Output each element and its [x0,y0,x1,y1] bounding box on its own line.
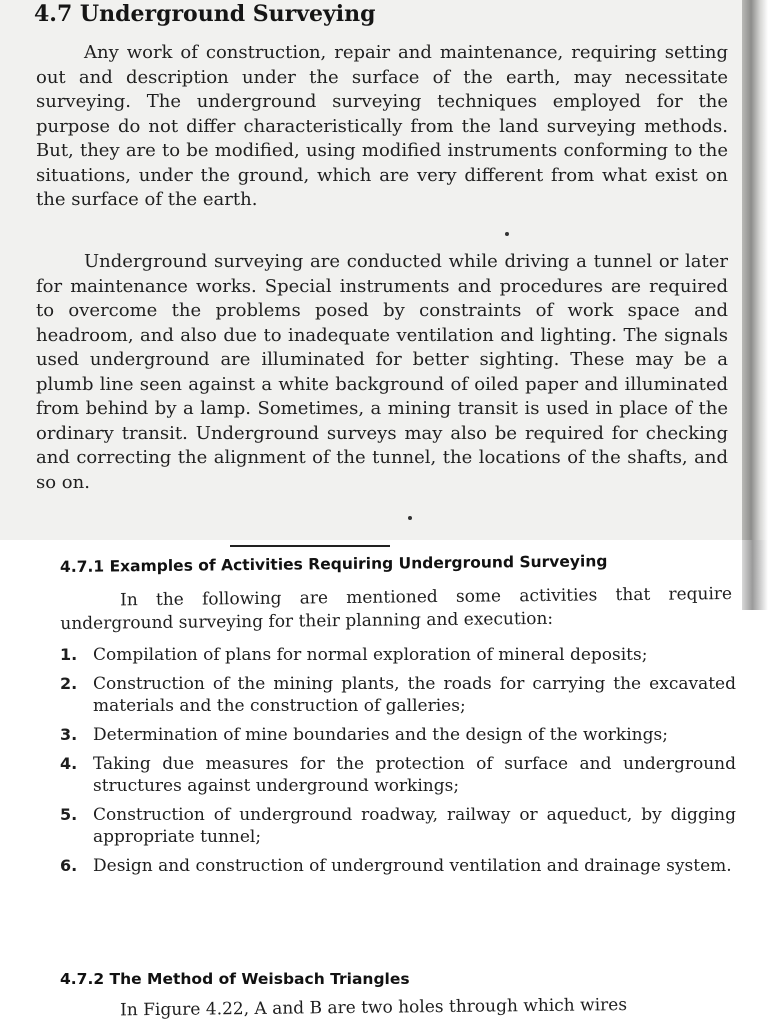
divider-rule [230,545,390,547]
list-item [60,724,736,746]
subsection-1-intro: In the following are mentioned some activities that require underground surveying for their planning and execution: [60,583,733,634]
lower-page [0,540,768,1024]
list-item-number: 2. [60,674,78,693]
subsection-2-intro: In Figure 4.22, A and B are two holes through which wires [120,995,628,1021]
list-item [60,855,736,877]
list-item [60,753,736,797]
print-speck [505,232,509,236]
section-paragraph-2: Underground surveying are conducted while driving a tunnel or later for maintenance works. Special instruments and procedures are required to overcome the problems posed by constraints of work space and headroom, and also due to inadequate ventilation and lighting. The signals used underground are illuminated for better sighting. These may be a plumb line seen against a white background of oiled paper and illuminated from behind by a lamp. Sometimes, a mining transit is used in place of the ordinary transit. Underground surveys may also be required for checking and correcting the alignment of the tunnel, the locations of the shafts, and so on. [36,251,728,493]
list-item-number: 4. [60,754,78,773]
list-item [60,644,736,666]
subsection-1-title: 4.7.1 Examples of Activities Requiring Underground Surveying [59,552,608,576]
list-item-text: Compilation of plans for normal exploration of mineral deposits; [93,645,648,665]
list-item-text: Determination of mine boundaries and the design of the workings; [93,725,668,745]
list-item-number: 5. [60,805,78,824]
book-spine-shadow [742,0,768,540]
list-item-text: Design and construction of underground ventilation and drainage system. [93,856,732,876]
list-item-number: 1. [60,645,78,664]
section-title: 4.7 Underground Surveying [34,1,376,27]
list-item-text: Construction of the mining plants, the roads for carrying the excavated materials and the construction of galleries; [93,674,736,716]
section-paragraph-1: Any work of construction, repair and maintenance, requiring setting out and description under the surface of the earth, may necessitate surveying. The underground surveying techniques employed for the purpose do not differ characteristically from the land surveying methods. But, they are to be modified, using modified instruments conforming to the situations, under the ground, which are very different from what exist on the surface of the earth. [36,42,728,210]
activities-list [60,644,736,884]
list-item [60,804,736,848]
print-speck [408,516,412,520]
list-item-text: Construction of underground roadway, railway or aqueduct, by digging appropriate tunnel; [93,805,736,847]
subsection-2-title: 4.7.2 The Method of Weisbach Triangles [60,970,410,988]
list-item-text: Taking due measures for the protection of surface and underground structures against underground workings; [93,754,736,796]
list-item-number: 6. [60,856,78,875]
list-item-number: 3. [60,725,78,744]
book-spine-shadow [742,540,768,610]
list-item [60,673,736,717]
